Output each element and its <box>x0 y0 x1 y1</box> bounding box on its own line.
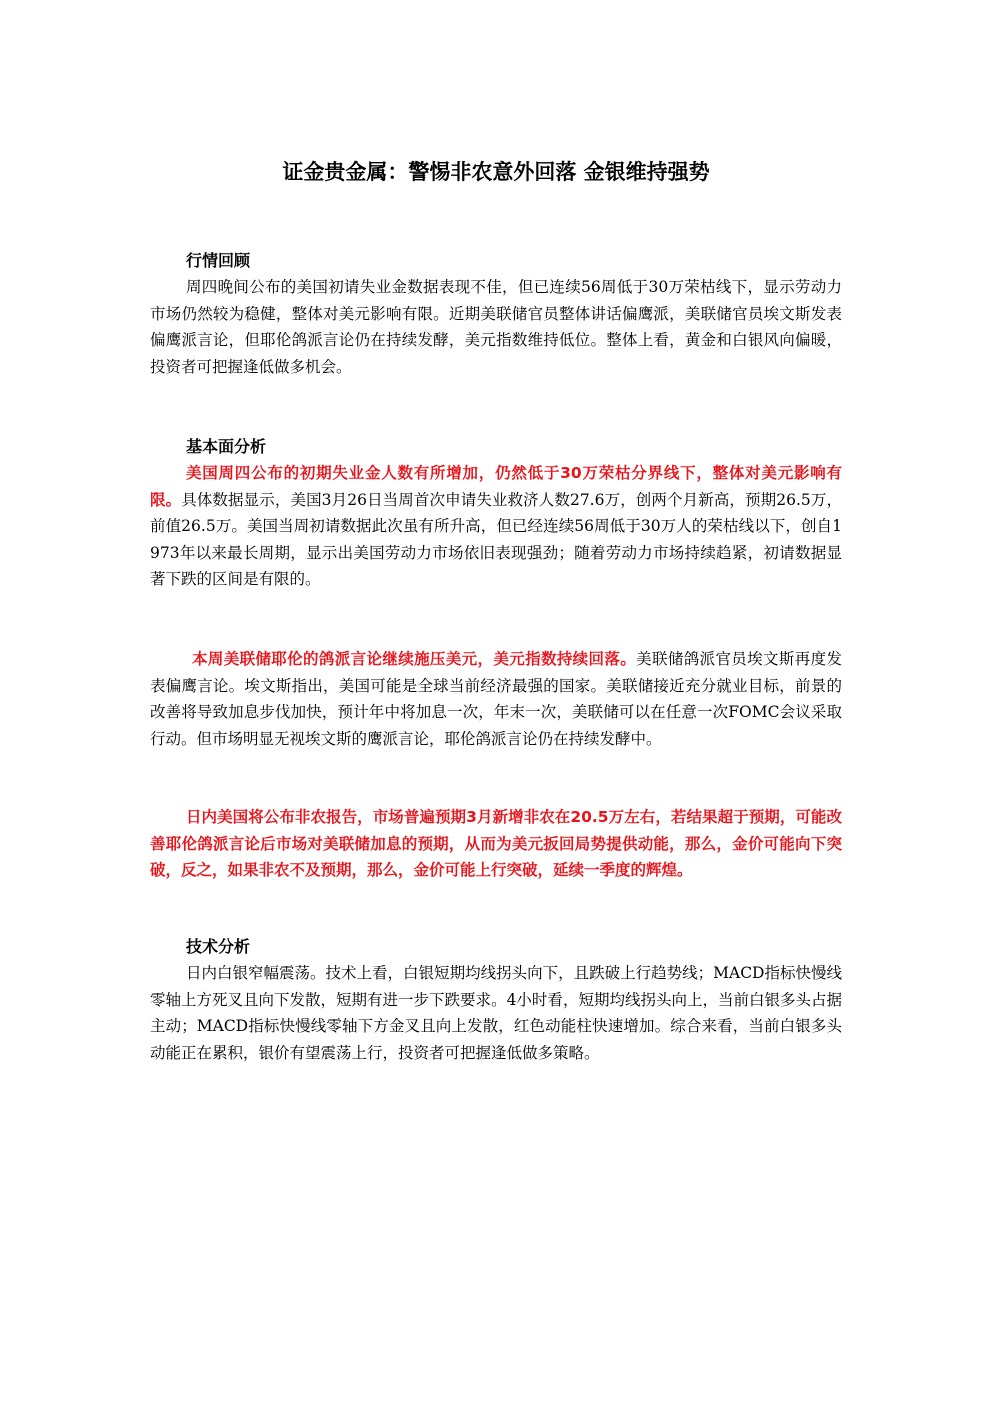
fundamental-text-1: 具体数据显示，美国3月26日当周首次申请失业救济人数27.6万，创两个月新高，预期26.5万，前值26.5万。美国当周初请数据此次虽有所升高，但已经连续56周低于30万人的荣枯线以下，创自1973年以来最长周期，显示出美国劳动力市场依旧表现强劲；随着劳动力市场持续趋紧，初请数据显著下跌的区间是有限的。 <box>150 490 842 588</box>
fundamental-paragraph-2 <box>150 646 842 752</box>
fundamental-highlight-1: 美国周四公布的初期失业金人数有所增加，仍然低于30万荣枯分界线下，整体对美元影响有限。 <box>150 464 842 509</box>
section-heading-fundamental: 基本面分析 <box>186 437 267 456</box>
review-paragraph: 周四晚间公布的美国初请失业金数据表现不佳，但已连续56周低于30万荣枯线下，显示劳动力市场仍然较为稳健，整体对美元影响有限。近期美联储官员整体讲话偏鹰派，美联储官员埃文斯发表偏鹰派言论，但耶伦鸽派言论仍在持续发酵，美元指数维持低位。整体上看，黄金和白银风向偏暖，投资者可把握逢低做多机会。 <box>150 278 842 376</box>
section-technical-analysis <box>150 934 842 1066</box>
fundamental-paragraph-3 <box>150 804 842 884</box>
fundamental-paragraph-1 <box>150 460 842 593</box>
technical-paragraph: 日内白银窄幅震荡。技术上看，白银短期均线拐头向下，且跌破上行趋势线；MACD指标快慢线零轴上方死叉且向下发散，短期有进一步下跌要求。4小时看，短期均线拐头向上，当前白银多头占据主动；MACD指标快慢线零轴下方金叉且向上发散，红色动能柱快速增加。综合来看，当前白银多头动能正在累积，银价有望震荡上行，投资者可把握逢低做多策略。 <box>150 964 842 1062</box>
fundamental-highlight-2: 本周美联储耶伦的鸽派言论继续施压美元，美元指数持续回落。 <box>192 650 637 668</box>
section-fundamental-analysis <box>150 434 842 593</box>
section-fundamental-p3 <box>150 804 842 884</box>
page-title: 证金贵金属：警惕非农意外回落 金银维持强势 <box>282 160 710 184</box>
fundamental-highlight-3: 日内美国将公布非农报告，市场普遍预期3月新增非农在20.5万左右，若结果超于预期，可能改善耶伦鸽派言论后市场对美联储加息的预期，从而为美元扳回局势提供动能，那么，金价可能向下突破，反之，如果非农不及预期，那么，金价可能上行突破，延续一季度的辉煌。 <box>150 808 842 879</box>
section-heading-review: 行情回顾 <box>186 251 251 270</box>
section-heading-technical: 技术分析 <box>186 937 251 956</box>
section-fundamental-p2 <box>150 646 842 752</box>
fundamental-text-2: 美联储鸽派官员埃文斯再度发表偏鹰言论。埃文斯指出，美国可能是全球当前经济最强的国家。美联储接近充分就业目标，前景的改善将导致加息步伐加快，预计年中将加息一次，年末一次，美联储可以在任意一次FOMC会议采取行动。但市场明显无视埃文斯的鹰派言论，耶伦鸽派言论仍在持续发酵中。 <box>150 650 842 748</box>
section-market-review <box>150 248 842 380</box>
